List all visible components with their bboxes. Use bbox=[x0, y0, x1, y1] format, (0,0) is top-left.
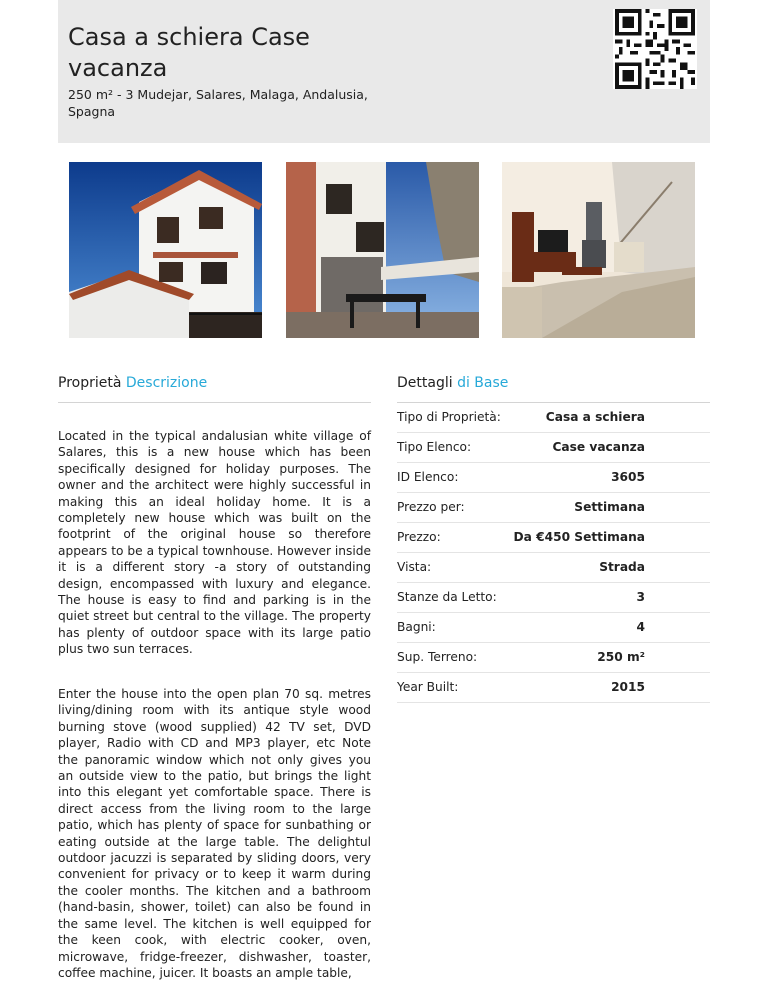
detail-row-price-per bbox=[397, 493, 710, 523]
page-title: Casa a schiera Case vacanza bbox=[68, 23, 310, 82]
details-title-accent: di Base bbox=[457, 375, 509, 391]
detail-value: 4 bbox=[636, 620, 645, 634]
detail-value: Settimana bbox=[574, 500, 645, 514]
detail-label: ID Elenco: bbox=[397, 470, 459, 484]
description-divider bbox=[58, 402, 371, 403]
living-room-photo[interactable] bbox=[502, 162, 695, 338]
detail-label: Prezzo per: bbox=[397, 500, 465, 514]
detail-label: Tipo Elenco: bbox=[397, 440, 472, 454]
house-exterior-photo[interactable] bbox=[69, 162, 262, 338]
detail-row-price bbox=[397, 523, 710, 553]
detail-label: Tipo di Proprietà: bbox=[397, 410, 501, 424]
detail-label: Year Built: bbox=[397, 680, 459, 694]
detail-value: 250 m² bbox=[597, 650, 645, 664]
details-title: Dettagli bbox=[397, 375, 453, 391]
property-address: 250 m² - 3 Mudejar, Salares, Malaga, Andalusia, Spagna bbox=[68, 87, 368, 119]
description-title-accent: Descrizione bbox=[125, 375, 208, 391]
detail-value: 3605 bbox=[611, 470, 645, 484]
details-table bbox=[397, 403, 710, 703]
description-paragraph-2: Enter the house into the open plan 70 sq. metres living/dining room with its antique style wood burning stove (wood supplied) 42 TV set, DVD player, Radio with CD and MP3 player, etc Note the panoramic window which not only gives you an outside view to the patio, but brings the light into this elegant yet comfortable space. There is direct access from the living room to the large patio, which has plenty of space for sunbathing or eating outside at the large table. The delightul outdoor jacuzzi is separated by sliding doors, very convenient for privacy or to keep it warm during the cooler months. The kitchen and a bathroom (hand-basin, shower, toilet) can also be found in the same level. The kitchen is well equipped for the keen cook, with electric cooker, oven, microwave, fridge-freezer, dishwasher, toaster, coffee machine, juicer. It boasts an ample table, bbox=[58, 687, 371, 980]
detail-row-bathrooms bbox=[397, 613, 710, 643]
detail-value: 3 bbox=[636, 590, 645, 604]
qr-code-icon bbox=[613, 9, 697, 89]
detail-row-land-area bbox=[397, 643, 710, 673]
detail-row-year-built bbox=[397, 673, 710, 703]
header-panel bbox=[58, 0, 710, 143]
detail-value: 2015 bbox=[611, 680, 645, 694]
detail-value: Casa a schiera bbox=[545, 410, 645, 424]
detail-label: Prezzo: bbox=[397, 530, 441, 544]
detail-label: Bagni: bbox=[397, 620, 436, 634]
description-title: Proprietà bbox=[58, 375, 122, 391]
detail-label: Vista: bbox=[397, 560, 432, 574]
detail-value: Da €450 Settimana bbox=[513, 530, 645, 544]
description-section-title bbox=[58, 375, 207, 391]
detail-value: Case vacanza bbox=[552, 440, 645, 454]
detail-row-property-type bbox=[397, 403, 710, 433]
detail-label: Stanze da Letto: bbox=[397, 590, 497, 604]
detail-label: Sup. Terreno: bbox=[397, 650, 478, 664]
detail-value: Strada bbox=[599, 560, 645, 574]
patio-photo[interactable] bbox=[286, 162, 479, 338]
detail-row-listing-id bbox=[397, 463, 710, 493]
detail-row-bedrooms bbox=[397, 583, 710, 613]
detail-row-view bbox=[397, 553, 710, 583]
detail-row-listing-type bbox=[397, 433, 710, 463]
description-paragraph-1: Located in the typical andalusian white village of Salares, this is a new house which has been specifically designed for holiday purposes. The owner and the architect were highly successful in making this an ideal holiday home. It is a completely new house which was built on the footprint of the original house so therefore appears to be a typical townhouse. However inside it is a different story -a story of outstanding design, encompassed with luxury and elegance. The house is easy to find and parking is in the quiet street but central to the village. The property has plenty of outdoor space with its large patio plus two sun terraces. bbox=[58, 429, 371, 657]
details-section-title bbox=[397, 375, 508, 391]
